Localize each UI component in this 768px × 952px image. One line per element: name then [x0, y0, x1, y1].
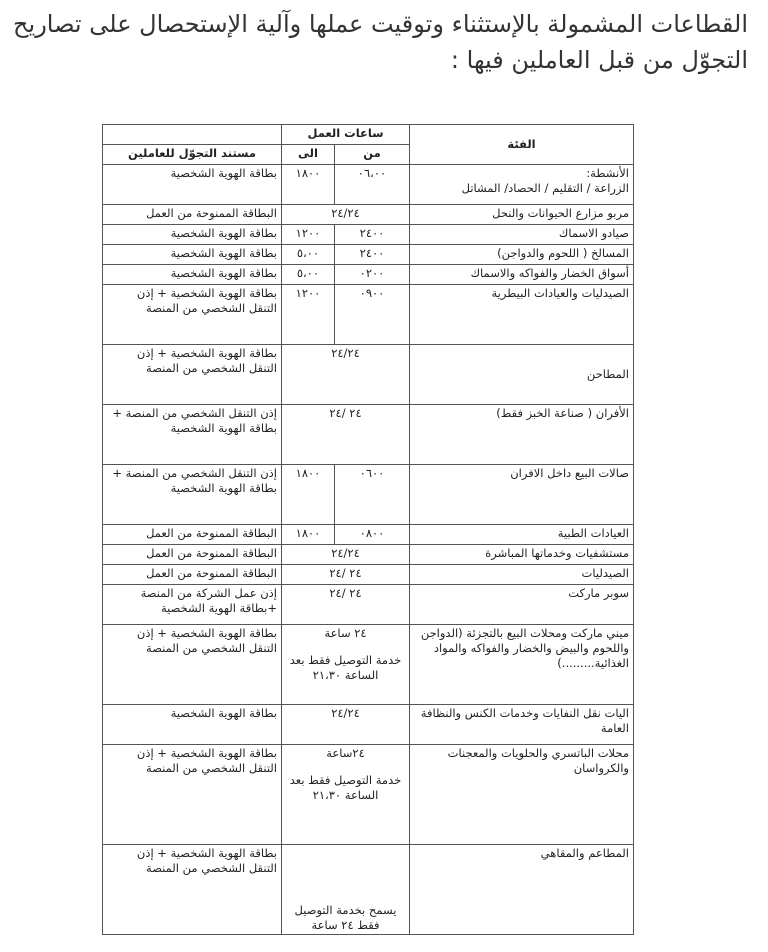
hours-span-cell: ٢٤ /٢٤ [282, 585, 410, 625]
from-cell: ٠٦٠٠ [335, 465, 410, 525]
header-hours: ساعات العمل [282, 125, 410, 145]
hours-span-cell: ٢٤ ساعة خدمة التوصيل فقط بعد الساعة ٢١،٣٠ [282, 625, 410, 705]
category-cell: صيادو الاسماك [410, 225, 634, 245]
category-cell: محلات الباتسري والحلويات والمعجنات والكرواسان [410, 745, 634, 845]
table-row [103, 845, 634, 935]
document-cell: البطاقة الممنوحة من العمل [103, 205, 282, 225]
hours-span-cell: ٢٤/٢٤ [282, 205, 410, 225]
category-cell: المسالخ ( اللحوم والدواجن) [410, 245, 634, 265]
to-cell: ١٨٠٠ [282, 165, 335, 205]
hours-span-cell: ٢٤/٢٤ [282, 705, 410, 745]
hours-span-cell: ٢٤ساعة خدمة التوصيل فقط بعد الساعة ٢١،٣٠ [282, 745, 410, 845]
header-from: من [335, 145, 410, 165]
category-cell: العيادات الطبية [410, 525, 634, 545]
category-cell: مربو مزارع الحيوانات والنحل [410, 205, 634, 225]
table-row [103, 405, 634, 465]
document-cell: بطاقة الهوية الشخصية [103, 165, 282, 205]
from-cell: ٠٩٠٠ [335, 285, 410, 345]
category-cell: مستشفيات وخدماتها المباشرة [410, 545, 634, 565]
table-row [103, 165, 634, 205]
to-cell: ١٨٠٠ [282, 525, 335, 545]
document-cell: بطاقة الهوية الشخصية [103, 265, 282, 285]
document-cell: بطاقة الهوية الشخصية + إذن التنقل الشخصي من المنصة [103, 745, 282, 845]
table-row [103, 265, 634, 285]
table-row [103, 625, 634, 705]
document-cell: بطاقة الهوية الشخصية + إذن التنقل الشخصي من المنصة [103, 845, 282, 935]
to-cell: ١٢٠٠ [282, 285, 335, 345]
document-cell: بطاقة الهوية الشخصية [103, 705, 282, 745]
document-cell: إذن التنقل الشخصي من المنصة + بطاقة الهوية الشخصية [103, 405, 282, 465]
hours-span-cell: ٢٤/٢٤ [282, 345, 410, 405]
category-cell: ميني ماركت ومحلات البيع بالتجزئة (الدواجن واللحوم والبيض والخضار والفواكه والمواد الغذائية.........) [410, 625, 634, 705]
to-cell: ٥،٠٠ [282, 265, 335, 285]
table-row [103, 245, 634, 265]
hours-span-cell: يسمح بخدمة التوصيل فقط ٢٤ ساعة [282, 845, 410, 935]
from-cell: ٢٤٠٠ [335, 245, 410, 265]
to-cell: ٥،٠٠ [282, 245, 335, 265]
document-cell: بطاقة الهوية الشخصية + إذن التنقل الشخصي من المنصة [103, 625, 282, 705]
from-cell: ٠٢٠٠ [335, 265, 410, 285]
document-cell: بطاقة الهوية الشخصية [103, 245, 282, 265]
sectors-table [102, 124, 634, 935]
table-row [103, 565, 634, 585]
document-cell: بطاقة الهوية الشخصية + إذن التنقل الشخصي من المنصة [103, 285, 282, 345]
table-row [103, 345, 634, 405]
table-row [103, 525, 634, 545]
from-cell: ٠٦،٠٠ [335, 165, 410, 205]
table-row [103, 745, 634, 845]
hours-span-cell: ٢٤ /٢٤ [282, 565, 410, 585]
category-cell: المطاحن [410, 345, 634, 405]
from-cell: ٢٤٠٠ [335, 225, 410, 245]
to-cell: ١٨٠٠ [282, 465, 335, 525]
header-category: الفئة [410, 125, 634, 165]
table-row [103, 205, 634, 225]
table-row [103, 705, 634, 745]
category-cell: صالات البيع داخل الافران [410, 465, 634, 525]
category-cell: الأفران ( صناعة الخبز فقط) [410, 405, 634, 465]
page-title: القطاعات المشمولة بالإستثناء وتوقيت عملها وآلية الإستحصال على تصاريح التجوّل من قبل العاملين فيها : [13, 10, 748, 74]
category-cell: سوبر ماركت [410, 585, 634, 625]
document-cell: إذن عمل الشركة من المنصة +بطاقة الهوية الشخصية [103, 585, 282, 625]
category-cell: الأنشطة: الزراعة / التقليم / الحصاد/ المشاتل [410, 165, 634, 205]
table-row [103, 585, 634, 625]
header-doc-top [103, 125, 282, 145]
hours-span-cell: ٢٤ /٢٤ [282, 405, 410, 465]
table-row [103, 465, 634, 525]
document-cell: بطاقة الهوية الشخصية [103, 225, 282, 245]
document-cell: إذن التنقل الشخصي من المنصة + بطاقة الهوية الشخصية [103, 465, 282, 525]
document-cell: البطاقة الممنوحة من العمل [103, 565, 282, 585]
category-cell: الصيدليات [410, 565, 634, 585]
to-cell: ١٢٠٠ [282, 225, 335, 245]
from-cell: ٠٨٠٠ [335, 525, 410, 545]
category-cell: أسواق الخضار والفواكه والاسماك [410, 265, 634, 285]
table-row [103, 285, 634, 345]
category-cell: اليات نقل النفايات وخدمات الكنس والنظافة العامة [410, 705, 634, 745]
header-document: مستند التجوّل للعاملين [103, 145, 282, 165]
category-cell: الصيدليات والعيادات البيطرية [410, 285, 634, 345]
table-row [103, 225, 634, 245]
hours-span-cell: ٢٤/٢٤ [282, 545, 410, 565]
category-cell: المطاعم والمقاهي [410, 845, 634, 935]
document-cell: بطاقة الهوية الشخصية + إذن التنقل الشخصي من المنصة [103, 345, 282, 405]
document-cell: البطاقة الممنوحة من العمل [103, 525, 282, 545]
document-cell: البطاقة الممنوحة من العمل [103, 545, 282, 565]
table-row [103, 545, 634, 565]
header-to: الى [282, 145, 335, 165]
